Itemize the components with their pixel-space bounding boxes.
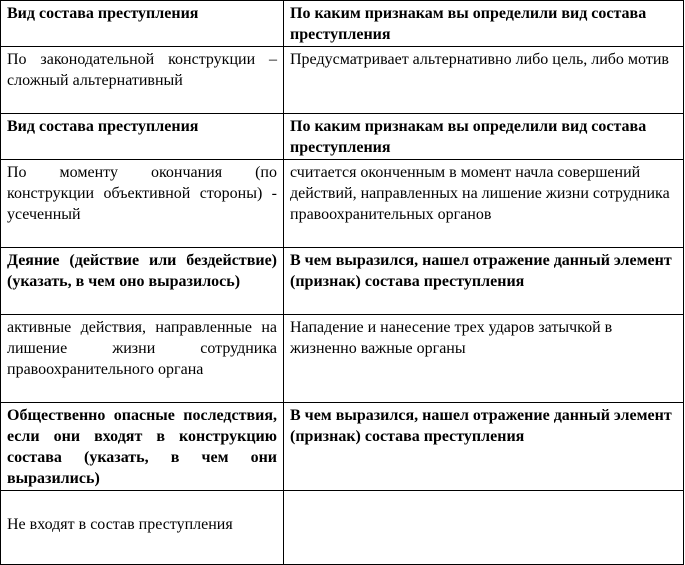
header-cell-right: В чем выразился, нашел отражение данный элемент (признак) состава преступления	[284, 403, 684, 491]
cell-right-empty	[284, 491, 684, 565]
cell-left: По законодательной конструкции – сложный альтернативный	[1, 47, 284, 114]
header-cell-left: Общественно опасные последствия, если они входят в конструкцию состава (указать, в чем они выразились)	[1, 403, 284, 491]
table-row	[1, 248, 684, 315]
header-cell-left: Деяние (действие или бездействие) (указать, в чем оно выразилось)	[1, 248, 284, 315]
table-row	[1, 491, 684, 565]
table-row	[1, 403, 684, 491]
table-row	[1, 160, 684, 248]
cell-text: Не входят в состав преступления	[7, 516, 233, 533]
header-cell-right: По каким признакам вы определили вид состава преступления	[284, 1, 684, 47]
cell-left: активные действия, направленные на лишение жизни сотрудника правоохранительного органа	[1, 315, 284, 403]
cell-left: По моменту окончания (по конструкции объективной стороны) - усеченный	[1, 160, 284, 248]
header-cell-left: Вид состава преступления	[1, 1, 284, 47]
cell-right: Нападение и нанесение трех ударов затычкой в жизненно важные органы	[284, 315, 684, 403]
cell-left	[1, 491, 284, 565]
table-row	[1, 114, 684, 160]
header-cell-right: В чем выразился, нашел отражение данный элемент (признак) состава преступления	[284, 248, 684, 315]
header-cell-left: Вид состава преступления	[1, 114, 284, 160]
table-row	[1, 315, 684, 403]
header-cell-right: По каким признакам вы определили вид состава преступления	[284, 114, 684, 160]
cell-spacer	[7, 493, 277, 514]
cell-right: Предусматривает альтернативно либо цель, либо мотив	[284, 47, 684, 114]
table-row	[1, 1, 684, 47]
table-row	[1, 47, 684, 114]
cell-right: считается оконченным в момент начла совершений действий, направленных на лишение жизни сотрудника правоохранительных органов	[284, 160, 684, 248]
